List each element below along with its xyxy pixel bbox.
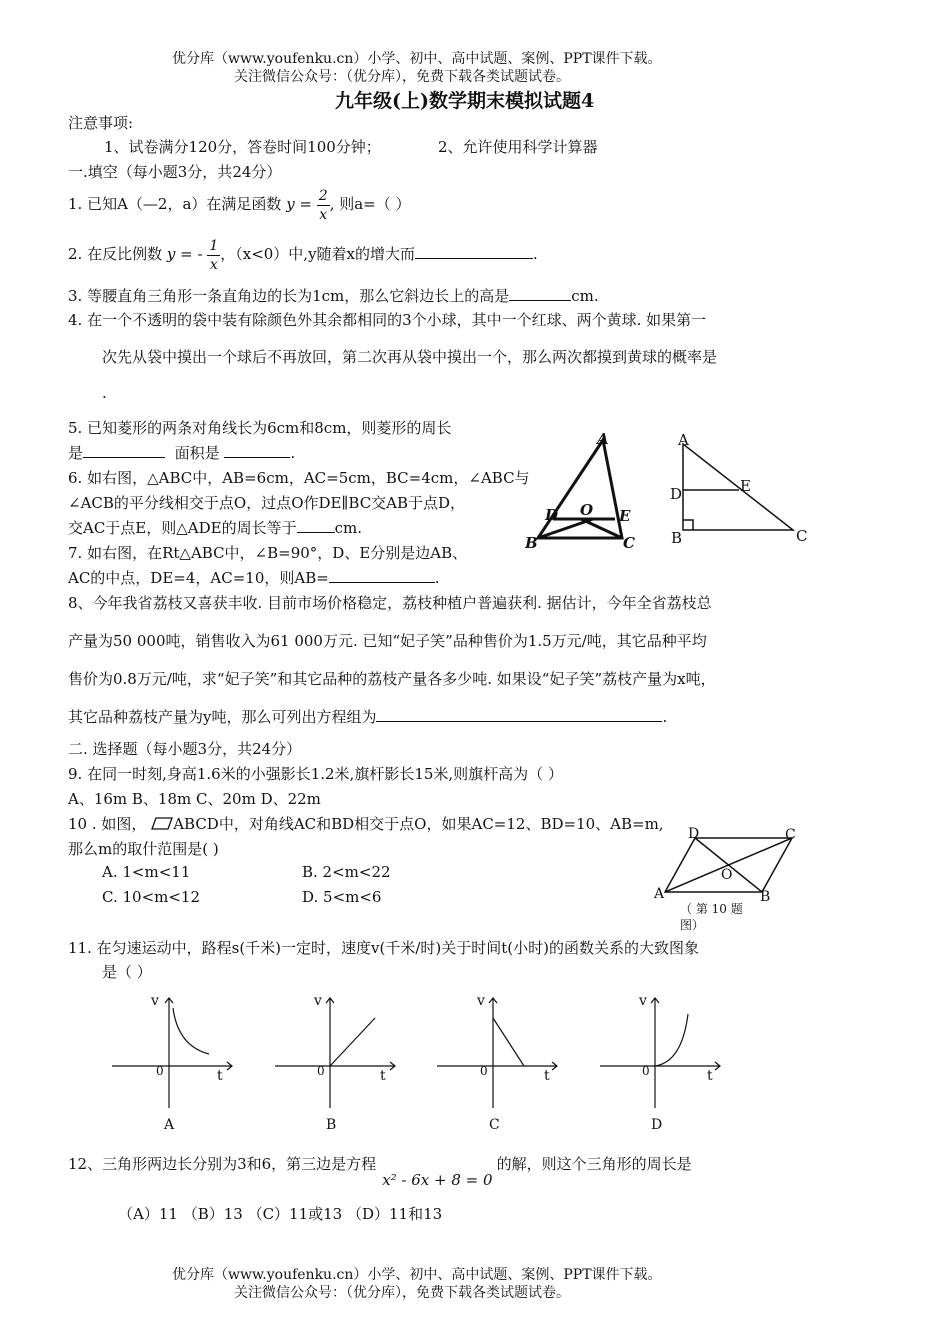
question-3 [68,285,599,306]
q12-suffix: 的解，则这个三角形的周长是 [496,1155,692,1173]
q2-y-eq: y = - [166,245,203,263]
q2-denominator: x [209,256,218,273]
graph-c-v-label: v [477,993,485,1009]
fig7-label-e: E [740,477,751,495]
q8-line-1: 8、今年我省荔枝又喜获丰收. 目前市场价格稳定，荔枝种植户普遍获利. 据估计，今年全省荔枝总 [68,594,712,612]
question-2: 2. 在反比例数 y = - $\frac{1}{x}$ ，（x<0）中,y随着x的增大而 . [68,237,538,273]
q10-option-b: B. 2<m<22 [302,863,391,881]
q6-line-2: ∠ACB的平分线相交于点O，过点O作DE∥BC交AB于点D， [68,494,466,512]
header-line-2: 关注微信公众号：（优分库），免费下载各类试题试卷。 [234,69,570,85]
page-title: 九年级(上)数学期末模拟试题4 [335,90,595,112]
q8-line-4-text: 其它品种荔枝产量为y吨，那么可列出方程组为 [68,708,377,726]
graph-d-label: D [651,1117,663,1132]
graph-d-t-label: t [707,1068,713,1084]
notes-item-2: 2、允许使用科学计算器 [438,138,598,156]
q11-line-2: 是（ ） [102,963,152,981]
q8-line-4: 其它品种荔枝产量为y吨，那么可列出方程组为 . [68,708,668,726]
q8-line-2: 产量为50 000吨，销售收入为61 000万元. 已知“妃子笑”品种售价为1.5万元/吨，其它品种平均 [68,632,707,650]
fig6-label-d: D [545,506,559,524]
fig10-label-b: B [760,889,771,904]
footer-line-2: 关注微信公众号：（优分库），免费下载各类试题试卷。 [234,1285,570,1301]
q5-line-2: 是 面积是 . [68,444,296,462]
q3-text: 3. 等腰直角三角形一条直角边的长为1cm，那么它斜边长上的高是 [68,287,510,305]
fig10-label-o: O [721,867,733,883]
q10-line-1-rest: ABCD中，对角线AC和BD相交于点O，如果AC=12、BD=10、AB=m, [173,815,664,833]
q1-prefix: 1. 已知A（—2，a）在满足函数 [68,195,282,213]
fig7-right-angle-mark [683,520,693,530]
graph-a-label: A [164,1117,175,1132]
q8-answer-blank[interactable] [376,707,662,722]
fig7-label-d: D [670,485,683,503]
q1-suffix: , 则a=（ ） [329,195,411,213]
figure-q10-parallelogram [648,822,808,904]
graph-a-v-label: v [151,993,159,1009]
q5-area-blank[interactable] [224,443,290,458]
q3-unit: cm. [571,287,599,305]
q11-line-1: 11. 在匀速运动中，路程s(千米)一定时，速度v(千米/时)关于时间t(小时)的函数关系的大致图象 [68,939,699,957]
fig10-label-a: A [654,886,665,902]
fig7-label-b: B [671,529,683,547]
notes-heading: 注意事项: [68,114,134,132]
q6-line-3 [68,517,362,538]
fig7-triangle-abc [683,444,793,530]
q12-options: （A）11 （B）13 （C）11或13 （D）11和13 [118,1205,443,1223]
q2-suffix: ，（x<0）中,y随着x的增大而 [220,245,416,263]
q2-fraction [207,237,220,274]
question-1 [68,186,411,224]
q6-unit: cm. [334,519,363,537]
q10-option-d: D. 5<m<6 [302,888,382,906]
fig6-label-e: E [619,507,631,525]
graph-c-t-label: t [544,1068,550,1084]
q1-numerator: 2 [318,187,328,204]
q7-answer-blank[interactable] [329,568,435,583]
fig7-label-c: C [796,527,808,545]
fig10-caption-2: 图） [680,918,705,932]
q3-answer-blank[interactable] [509,286,571,301]
graph-b-line [330,1018,375,1066]
graph-a-origin: 0 [156,1064,164,1078]
fig10-label-d: D [688,826,700,842]
fig6-label-a: A [597,430,609,448]
fig10-label-c: C [785,827,796,843]
q7-line-1: 7. 如右图，在Rt△ABC中，∠B=90°，D、E分别是边AB、 [68,544,468,562]
graph-d-curve [655,1014,688,1066]
q2-numerator: 1 [209,237,219,254]
q1-y-eq: y = [286,195,312,213]
graph-option-a [108,990,238,1132]
q12-equation: x² - 6x + 8 = 0 [382,1171,493,1189]
q6-answer-blank[interactable] [297,518,335,533]
q6-line-3-text: 交AC于点E，则△ADE的周长等于 [68,519,297,537]
parallelogram-icon [151,817,173,830]
graph-a-curve [173,1008,209,1054]
fig10-lines [665,838,792,892]
q10-line-1-prefix: 10 . 如图， [68,815,147,833]
q5-perimeter-blank[interactable] [83,443,165,458]
graph-option-c [433,990,563,1132]
figure-q6-triangle [525,428,645,553]
q5-line-2-label-a: 是 [68,444,84,462]
q12-line-1 [68,1153,692,1189]
q2-answer-blank[interactable] [415,244,533,259]
q1-denominator: x [319,206,328,223]
q12-prefix: 12、三角形两边长分别为3和6，第三边是方程 [68,1155,377,1173]
q1-fraction [317,187,330,224]
q7-line-2: AC的中点，DE=4，AC=10，则AB= . [68,569,440,587]
figure-q7-right-triangle [665,430,815,550]
q10-line-1 [68,813,664,834]
section-2-heading: 二. 选择题（每小题3分，共24分） [68,740,302,758]
graph-c-label: C [489,1117,500,1132]
fig10-diagonal-bd [695,838,762,892]
q10-option-c: C. 10<m<12 [102,888,201,906]
q9-text: 9. 在同一时刻,身高1.6米的小强影长1.2米,旗杆影长15米,则旗杆高为（ ） [68,765,563,783]
section-1-heading: 一.填空（每小题3分，共24分） [68,163,282,181]
fig6-label-b: B [525,534,538,552]
fig6-bisector-c [581,519,622,538]
fig7-label-a: A [678,431,689,449]
q8-line-3: 售价为0.8万元/吨，求“妃子笑”和其它品种的荔枝产量各多少吨. 如果设“妃子笑”荔枝产量为x吨， [68,670,716,688]
graph-d-origin: 0 [642,1064,650,1078]
q2-prefix: 2. 在反比例数 [68,245,163,263]
graph-b-label: B [326,1117,337,1132]
q6-line-1: 6. 如右图，△ABC中，AB=6cm，AC=5cm，BC=4cm，∠ABC与 [68,469,530,487]
q5-line-2-label-b: 面积是 [174,444,220,462]
graph-b-t-label: t [380,1068,386,1084]
q4-line-1: 4. 在一个不透明的袋中装有除颜色外其余都相同的3个小球，其中一个红球、两个黄球. 如果第一 [68,311,707,329]
q4-line-2: 次先从袋中摸出一个球后不再放回，第二次再从袋中摸出一个，那么两次都摸到黄球的概率是 [102,348,718,366]
q4-answer-dot: . [102,384,107,402]
graph-c-origin: 0 [480,1064,488,1078]
fig7-lines [683,444,793,530]
graph-option-b [271,990,401,1132]
q10-option-a: A. 1<m<11 [102,863,191,881]
header-line-1: 优分库（www.youfenku.cn）小学、初中、高中试题、案例、PPT课件下载。 [172,51,662,67]
fig6-label-o: O [580,501,594,519]
graph-option-d [596,990,726,1132]
graph-b-v-label: v [314,993,322,1009]
graph-a-t-label: t [217,1068,223,1084]
fig10-caption-1: （ 第 10 题 [680,902,743,916]
q7-line-2-text: AC的中点，DE=4，AC=10，则AB= [68,569,329,587]
q10-line-2: 那么m的取什范围是( ) [68,840,219,858]
graph-b-origin: 0 [317,1064,325,1078]
fig6-label-c: C [623,534,635,552]
q5-line-1: 5. 已知菱形的两条对角线长为6cm和8cm，则菱形的周长 [68,419,452,437]
graph-d-v-label: v [639,993,647,1009]
footer-line-1: 优分库（www.youfenku.cn）小学、初中、高中试题、案例、PPT课件下载。 [172,1267,662,1283]
graph-c-line [493,1018,524,1066]
notes-item-1: 1、试卷满分120分，答卷时间100分钟； [104,138,381,156]
q9-options: A、16m B、18m C、20m D、22m [68,790,321,808]
